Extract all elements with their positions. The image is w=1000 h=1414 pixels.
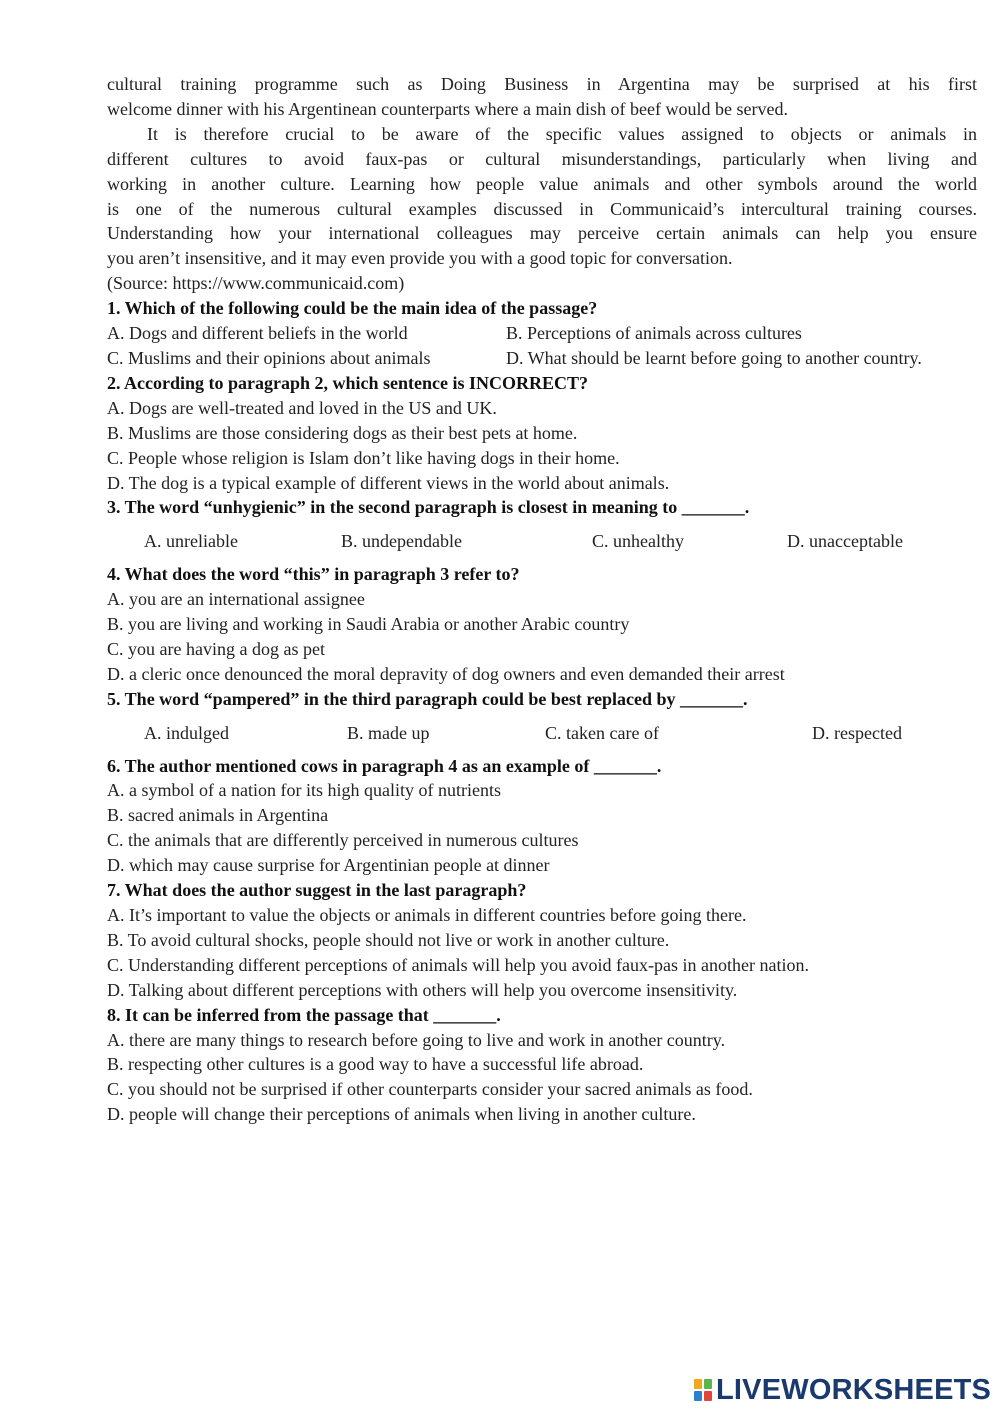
logo-square-2 (704, 1379, 712, 1389)
question-7-option-d[interactable]: D. Talking about different perceptions with others will help you overcome insensitivity. (107, 979, 738, 1000)
question-1-option-b[interactable]: B. Perceptions of animals across cultures (506, 323, 802, 344)
question-5: 5. The word “pampered” in the third paragraph could be best replaced by _______. (107, 688, 748, 709)
question-7-option-c[interactable]: C. Understanding different perceptions of animals will help you avoid faux-pas in another nation. (107, 954, 809, 975)
question-1-option-d[interactable]: D. What should be learnt before going to another country. (506, 347, 922, 368)
passage-line: working in another culture. Learning how people value animals and other symbols around the world (107, 173, 977, 194)
question-3-option-d[interactable]: D. unacceptable (787, 531, 903, 552)
question-3-options (107, 529, 977, 554)
question-2-option-a[interactable]: A. Dogs are well-treated and loved in the US and UK. (107, 397, 497, 418)
question-6-option-b[interactable]: B. sacred animals in Argentina (107, 805, 329, 826)
question-7: 7. What does the author suggest in the last paragraph? (107, 880, 527, 901)
passage-line: It is therefore crucial to be aware of the specific values assigned to objects or animals in (147, 123, 977, 144)
question-4-option-d[interactable]: D. a cleric once denounced the moral depravity of dog owners and even demanded their arrest (107, 663, 785, 684)
passage-line: cultural training programme such as Doing Business in Argentina may be surprised at his first (107, 74, 977, 94)
question-1: 1. Which of the following could be the main idea of the passage? (107, 298, 598, 319)
question-6-option-a[interactable]: A. a symbol of a nation for its high quality of nutrients (107, 780, 501, 801)
question-8-option-c[interactable]: C. you should not be surprised if other counterparts consider your sacred animals as food. (107, 1079, 753, 1100)
question-4-option-b[interactable]: B. you are living and working in Saudi Arabia or another Arabic country (107, 614, 630, 635)
question-1-options (107, 321, 977, 371)
question-5-option-b[interactable]: B. made up (347, 722, 430, 743)
passage-line: Understanding how your international colleagues may perceive certain animals can help you ensure (107, 223, 977, 244)
question-2: 2. According to paragraph 2, which sentence is INCORRECT? (107, 372, 589, 393)
question-3-option-c[interactable]: C. unhealthy (592, 531, 684, 552)
question-2-option-c[interactable]: C. People whose religion is Islam don’t like having dogs in their home. (107, 447, 620, 468)
logo-square-4 (704, 1391, 712, 1401)
question-1-option-a[interactable]: A. Dogs and different beliefs in the world (107, 323, 408, 344)
logo-text: LIVEWORKSHEETS (716, 1373, 992, 1406)
question-7-option-a[interactable]: A. It’s important to value the objects or animals in different countries before going there. (107, 905, 747, 925)
passage-paragraph-2 (107, 122, 977, 271)
question-7-option-b[interactable]: B. To avoid cultural shocks, people should not live or work in another culture. (107, 929, 670, 950)
passage-line: welcome dinner with his Argentinean counterparts where a main dish of beef would be served. (107, 98, 788, 119)
question-6-option-c[interactable]: C. the animals that are differently perceived in numerous cultures (107, 830, 579, 851)
question-1-option-c[interactable]: C. Muslims and their opinions about animals (107, 347, 431, 368)
passage-source: (Source: https://www.communicaid.com) (107, 273, 405, 294)
question-2-option-b[interactable]: B. Muslims are those considering dogs as their best pets at home. (107, 422, 578, 443)
logo-square-1 (694, 1379, 702, 1389)
question-5-option-a[interactable]: A. indulged (144, 722, 229, 743)
question-5-option-d[interactable]: D. respected (812, 722, 902, 743)
question-4: 4. What does the word “this” in paragraph 3 refer to? (107, 564, 520, 585)
worksheet-page (107, 72, 977, 1127)
passage-paragraph-1 (107, 72, 977, 122)
question-5-options (107, 721, 977, 746)
liveworksheets-logo (694, 1373, 992, 1406)
question-3-option-a[interactable]: A. unreliable (144, 531, 238, 552)
question-8-option-b[interactable]: B. respecting other cultures is a good way to have a successful life abroad. (107, 1054, 644, 1075)
question-2-option-d[interactable]: D. The dog is a typical example of different views in the world about animals. (107, 472, 670, 493)
question-8: 8. It can be inferred from the passage that _______. (107, 1004, 501, 1025)
question-8-option-a[interactable]: A. there are many things to research before going to live and work in another country. (107, 1029, 726, 1050)
question-4-option-c[interactable]: C. you are having a dog as pet (107, 638, 325, 659)
liveworksheets-logo-icon (694, 1379, 712, 1401)
passage-line: different cultures to avoid faux-pas or cultural misunderstandings, particularly when living and (107, 148, 977, 169)
logo-square-3 (694, 1391, 702, 1401)
question-8-option-d[interactable]: D. people will change their perceptions of animals when living in another culture. (107, 1104, 696, 1125)
passage-line: is one of the numerous cultural examples discussed in Communicaid’s intercultural training courses. (107, 198, 977, 219)
question-3-option-b[interactable]: B. undependable (341, 531, 462, 552)
question-4-option-a[interactable]: A. you are an international assignee (107, 589, 365, 610)
question-6: 6. The author mentioned cows in paragraph 4 as an example of _______. (107, 755, 662, 776)
question-6-option-d[interactable]: D. which may cause surprise for Argentinian people at dinner (107, 855, 550, 876)
question-3: 3. The word “unhygienic” in the second paragraph is closest in meaning to _______. (107, 497, 750, 518)
question-5-option-c[interactable]: C. taken care of (545, 722, 659, 743)
passage-line: you aren’t insensitive, and it may even provide you with a good topic for conversation. (107, 248, 733, 269)
